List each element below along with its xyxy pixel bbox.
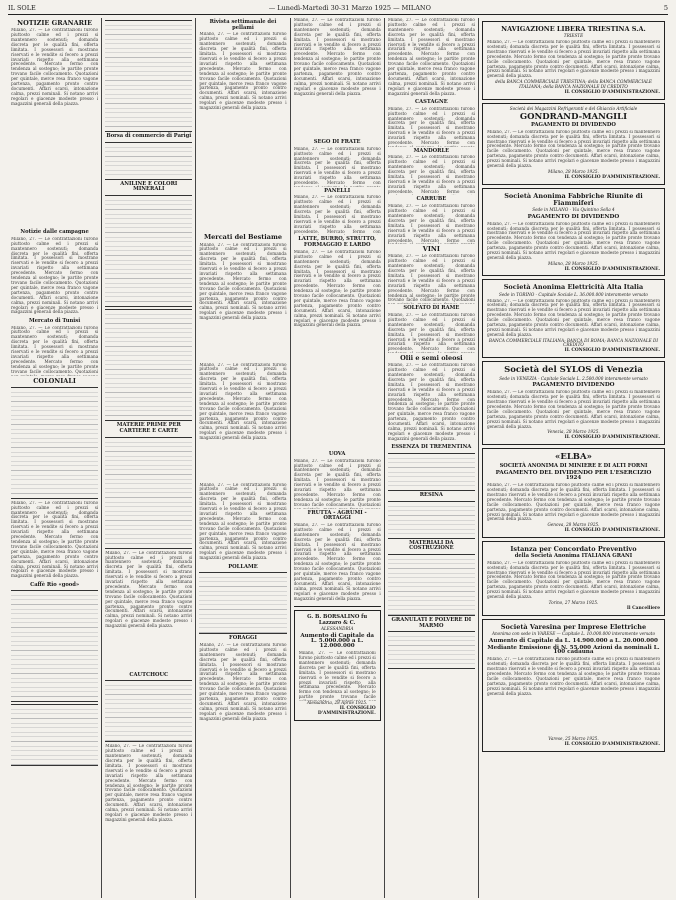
column-ads [479, 18, 668, 898]
heading-borsa-parigi: Borsa di commercio di Parigi [106, 133, 192, 139]
ad-title: NAVIGAZIONE LIBERA TRIESTINA S.A. [501, 25, 646, 33]
ad-title: Società Varesina per Imprese Elettriche [500, 622, 647, 631]
heading-carrube: CARRUBE [416, 196, 447, 203]
ad-text [487, 390, 660, 430]
article-text [11, 237, 98, 317]
article-text [294, 195, 381, 235]
ad-elettricita [482, 279, 665, 358]
ad-sub: Sede in MILANO - Via Quintino Sella 4 [532, 206, 615, 212]
article-text [388, 313, 475, 353]
ad-concordato [482, 541, 665, 616]
ad-place: Venezia, 28 Marzo 1925. [547, 429, 600, 435]
heading-cautchouc: CAUTCHOUC [129, 671, 169, 678]
price-table [11, 590, 98, 702]
heading-latte-burro: LATTE, BURRO, STRUTTO, FORMAGGIO E LARDO [298, 236, 377, 249]
column-4 [291, 18, 385, 898]
column-2 [102, 18, 196, 898]
article-text [388, 155, 475, 195]
masthead [8, 4, 668, 15]
price-table [388, 631, 475, 669]
article-text [388, 107, 475, 147]
article-text [294, 523, 381, 603]
ad-line: Aumento di Capitale da L. 14.900.000 a L. 20.000.000 [489, 637, 658, 644]
ad-title: GONDRAND-MANGILI [519, 111, 628, 122]
ad-signature: IL CONSIGLIO D'AMMINISTRAZIONE. [317, 706, 376, 716]
article-text [199, 243, 286, 363]
heading-castagne: CASTAGNE [415, 99, 448, 105]
ad-place: Varese, 25 Marzo 1925. [548, 736, 599, 742]
ad-title: G. B. BORSALINO fu Lazzaro & C. [307, 614, 368, 626]
heading-trementina: ESSENZA DI TREMENTINA [391, 444, 472, 451]
article-text [388, 18, 475, 98]
heading-olii: Olii e semi oleosi [400, 354, 463, 363]
ad-sub: della Società Anonima ITALIANA GRANI [514, 553, 633, 560]
article-text [388, 363, 475, 443]
ad-title: «ELBA» [555, 452, 592, 463]
heading-uova: UOVA [328, 450, 346, 457]
ad-sub: Anonima con sede in VARESE — Capitale L. 10.000.000 interamente versato [491, 630, 655, 636]
columns [8, 18, 668, 898]
masthead-date: — Lunedì-Martedì 30-31 Marzo 1925 — MILANO [268, 4, 431, 12]
ad-sub: PAGAMENTO DI DIVIDENDO [531, 122, 616, 129]
heading-mercati-bestiame: Mercati del Bestiame [203, 233, 282, 242]
ad-signature: IL CONSIGLIO D'AMMINISTRAZIONE. [564, 266, 661, 272]
ad-signature: IL CONSIGLIO D'AMMINISTRAZIONE. [564, 174, 661, 180]
column-3 [196, 18, 290, 898]
article-text [11, 326, 98, 376]
heading-pellami: Rivista settimanale dei pellami [209, 19, 277, 31]
ad-title: Società Anonima Fabbriche Riunite di Fiammiferi [504, 191, 643, 207]
article-text [294, 459, 381, 509]
ad-text [487, 130, 660, 170]
ad-title: Società Anonima Elettricità Alta Italia [503, 283, 644, 292]
ad-title: Istanza per Concordato Preventivo [510, 544, 637, 553]
heading-notizie-granarie: NOTIZIE GRANARIE [17, 19, 93, 27]
ad-borsalino [294, 610, 381, 721]
article-text [11, 28, 98, 228]
price-table [105, 309, 192, 421]
ad-sub: SOCIETÀ ANONIMA DI MINIERE E DI ALTI FORNI [499, 462, 648, 469]
ad-signature: IL CONSIGLIO D'AMMINISTRAZIONE. [564, 348, 661, 354]
ad-sub: Sede in VENEZIA - Capitale Sociale L. 2.500.000 interamente versato [499, 375, 648, 381]
page-number: 5 [663, 4, 668, 12]
ad-signature: IL CONSIGLIO D'AMMINISTRAZIONE. [564, 742, 661, 748]
heading-foraggi: FORAGGI [229, 635, 257, 642]
heading-aniline: ANILINE E COLORI MINERALI [120, 180, 178, 193]
article-text [11, 501, 98, 581]
ad-sylos [482, 361, 665, 445]
heading-granulati: GRANULATI E POLVERE DI MARMO [391, 617, 472, 629]
price-table [388, 554, 475, 616]
price-table [105, 195, 192, 307]
ad-signature: Il Cancelliere [626, 605, 661, 611]
article-text [388, 204, 475, 244]
article-text [199, 643, 286, 723]
ad-text [487, 561, 660, 601]
heading-solfato: SOLFATO DI RAME [403, 305, 460, 312]
ad-banks: della BANCA COMMERCIALE TRIESTINA; della BANCA COMMERCIALE ITALIANA; della BANCA NAZIONALE DI CREDITO [494, 79, 652, 89]
ad-banks: BANCA COMMERCIALE ITALIANA; BANCA DI ROMA; BANCA NAZIONALE DI CREDITO [488, 337, 659, 348]
price-table [11, 704, 98, 766]
ad-place: Genova, 28 Marzo 1925. [547, 522, 600, 528]
divider [294, 606, 381, 607]
ad-line: Aumento di Capitale da L. 5.000.000 a L. 12.000.000 [300, 633, 374, 650]
ad-place: TRIESTE [563, 33, 584, 39]
ad-text [487, 657, 660, 737]
heading-panelli: PANELLI [324, 187, 351, 194]
ad-text [299, 651, 376, 701]
ad-gondrand [482, 103, 665, 185]
ad-signature: IL CONSIGLIO D'AMMINISTRAZIONE. [564, 435, 661, 441]
article-text [388, 254, 475, 304]
ad-line: PAGAMENTO DEL DIVIDENDO PER L'ESERCIZIO 1924 [495, 470, 652, 482]
price-table [199, 572, 286, 634]
article-text [105, 551, 192, 671]
article-text [294, 250, 381, 450]
ad-signature: IL CONSIGLIO D'AMMINISTRAZIONE. [564, 89, 661, 95]
ad-place: Torino, 27 Marzo 1925. [548, 599, 599, 605]
price-table [388, 453, 475, 491]
ad-varesina [482, 619, 665, 753]
column-5 [385, 18, 479, 898]
masthead-title: IL SOLE [8, 4, 36, 12]
ad-text [487, 40, 660, 80]
ad-line: PAGAMENTO DI DIVIDENDO [527, 213, 620, 220]
ad-sub: Sede in TORINO - Capitale Sociale L. 36.000.000 interamente versato [498, 291, 648, 297]
column-1 [8, 18, 102, 898]
heading-materie-prime: MATERIE PRIME PER CARTIERE E CARTE [116, 422, 181, 434]
ad-navigazione [482, 21, 665, 100]
heading-notizie-campagne: Notizie dalle campagne [20, 229, 89, 236]
ad-text [487, 483, 660, 523]
article-text [199, 363, 286, 483]
price-table [388, 501, 475, 539]
ad-text [487, 299, 660, 339]
ad-line: PAGAMENTO DIVIDENDO [532, 382, 615, 389]
article-text [294, 18, 381, 138]
price-table [11, 387, 98, 499]
ad-place: Alessandria, 28 Aprile 1925. [306, 700, 368, 706]
ad-fiammiferi [482, 188, 665, 277]
heading-coloniali: COLONIALI [33, 376, 76, 385]
ad-pre: Società dei Magazzini Refrigeranti e del Ghiaccio Artificiale [509, 105, 638, 111]
ad-line: Mediante Emissione di N. 55.000 Azioni da nominali L. 100 cadauna [487, 644, 660, 656]
heading-caffe-rio: Caffè Rio «good» [30, 581, 80, 588]
price-table [105, 437, 192, 549]
ad-title: Società del SYLOS di Venezia [504, 365, 643, 376]
heading-pollame: POLLAME [228, 563, 258, 570]
price-table [105, 680, 192, 742]
heading-resina: RESINA [419, 491, 443, 498]
article-text [294, 147, 381, 187]
ad-signature: IL CONSIGLIO D'AMMINISTRAZIONE. [564, 527, 661, 533]
heading-mandorle: MANDORLE [413, 147, 450, 154]
ad-elba [482, 448, 665, 538]
heading-sego: SEGO DI FRATE [313, 139, 361, 145]
ad-subtitle: ALESSANDRIA [320, 626, 354, 632]
price-table [105, 142, 192, 180]
article-text [199, 483, 286, 563]
article-text [105, 744, 192, 824]
heading-vini: VINI [422, 245, 440, 254]
heading-materiali: MATERIALI DA COSTRUZIONE [409, 539, 454, 552]
article-text [199, 32, 286, 232]
ad-place: Milano, 28 Marzo 1925. [548, 260, 599, 266]
heading-frutta: FRUTTA - AGRUMI - ORTAGGI [307, 509, 367, 522]
heading-mercato-tunisi: Mercato di Tunisi [29, 317, 81, 324]
ad-place: Milano, 28 Marzo 1925. [548, 168, 599, 174]
ad-text [487, 222, 660, 262]
price-table [105, 20, 192, 132]
